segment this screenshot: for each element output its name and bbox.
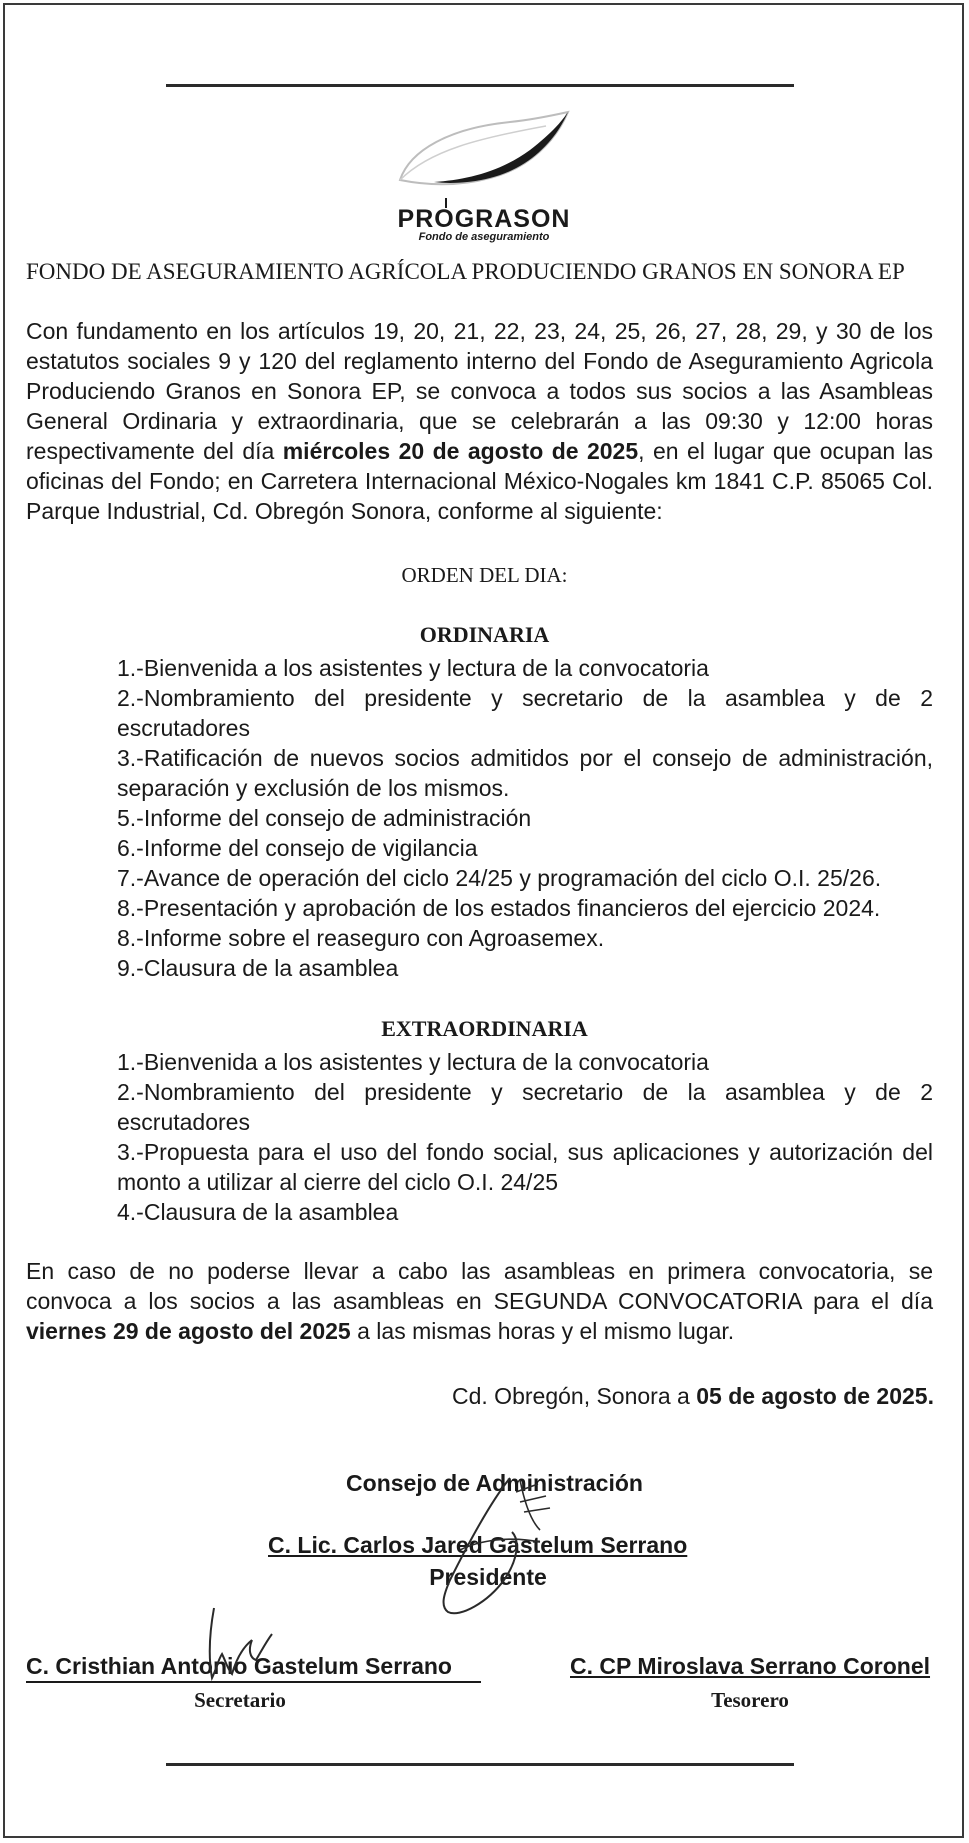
council-heading: Consejo de Administración xyxy=(346,1470,643,1496)
list-item: 1.-Bienvenida a los asistentes y lectura de la convocatoria xyxy=(117,655,709,681)
second-call-date: viernes 29 de agosto del 2025 xyxy=(26,1318,351,1344)
prograson-logo xyxy=(370,110,600,245)
list-item: 4.-Clausura de la asamblea xyxy=(117,1199,399,1225)
logo-wordmark: PROGRASON xyxy=(397,205,571,233)
ordinaria-title: ORDINARIA xyxy=(419,622,550,647)
top-divider xyxy=(166,84,794,87)
president-name: C. Lic. Carlos Jared Gastelum Serrano xyxy=(268,1532,688,1558)
assembly-date: miércoles 20 de agosto de 2025 xyxy=(282,438,639,464)
list-item: 7.-Avance de operación del ciclo 24/25 y programación del ciclo O.I. 25/26. xyxy=(117,865,882,891)
list-item: 1.-Bienvenida a los asistentes y lectura de la convocatoria xyxy=(117,1049,709,1075)
intro-text-2: , en el lugar que ocupan las oficinas del Fondo; en Carretera Internacional México-Nogales km 1841 C.P. 85065 Col. Parque Industrial, Cd. Obregón Sonora, conforme al siguiente: xyxy=(26,438,934,524)
list-item: 8.-Presentación y aprobación de los estados financieros del ejercicio 2024. xyxy=(117,895,881,921)
list-item: 6.-Informe del consejo de vigilancia xyxy=(117,835,478,861)
logo-tagline: Fondo de aseguramiento xyxy=(418,231,550,243)
organization-name: FONDO DE ASEGURAMIENTO AGRÍCOLA PRODUCIENDO GRANOS EN SONORA EP xyxy=(26,259,905,284)
bottom-divider xyxy=(166,1763,794,1766)
ordinaria-list xyxy=(117,653,933,983)
list-item: 2.-Nombramiento del presidente y secretario de la asamblea y de 2 escrutadores xyxy=(117,685,933,741)
intro-paragraph xyxy=(26,316,933,526)
place-text: Cd. Obregón, Sonora a xyxy=(452,1383,697,1409)
secretary-role: Secretario xyxy=(194,1688,286,1712)
leaf-icon xyxy=(370,110,600,210)
list-item: 8.-Informe sobre el reaseguro con Agroasemex. xyxy=(117,925,605,951)
issue-date: 05 de agosto de 2025. xyxy=(696,1383,934,1409)
list-item: 5.-Informe del consejo de administración xyxy=(117,805,532,831)
place-and-date xyxy=(300,1383,934,1410)
closing-paragraph xyxy=(26,1256,933,1346)
closing-text-2: a las mismas horas y el mismo lugar. xyxy=(350,1318,735,1344)
intro-text-1: Con fundamento en los artículos 19, 20, 21, 22, 23, 24, 25, 26, 27, 28, 29, y 30 de los estatutos sociales 9 y 120 del reglamento interno del Fondo de Aseguramiento Agricola Produciendo Granos en Sonora EP, se convoca a todos sus socios a las Asambleas General Ordinaria y extraordinaria, que se celebrarán a las 09:30 y 12:00 horas respectivamente del día xyxy=(26,318,933,464)
list-item: 3.-Propuesta para el uso del fondo social, sus aplicaciones y autorización del monto a utilizar al cierre del ciclo O.I. 24/25 xyxy=(117,1139,933,1195)
list-item: 3.-Ratificación de nuevos socios admitidos por el consejo de administración, separación y exclusión de los mismos. xyxy=(117,745,933,801)
agenda-title: ORDEN DEL DIA: xyxy=(401,563,568,587)
treasurer-name: C. CP Miroslava Serrano Coronel xyxy=(570,1653,931,1679)
list-item: 2.-Nombramiento del presidente y secretario de la asamblea y de 2 escrutadores xyxy=(117,1079,933,1135)
closing-text-1: En caso de no poderse llevar a cabo las asambleas en primera convocatoria, se convoca a los socios a las asambleas en SEGUNDA CONVOCATORIA para el día xyxy=(26,1258,933,1314)
extraordinaria-title: EXTRAORDINARIA xyxy=(381,1016,588,1041)
treasurer-role: Tesorero xyxy=(711,1688,789,1712)
list-item: 9.-Clausura de la asamblea xyxy=(117,955,399,981)
secretary-name: C. Cristhian Antonio Gastelum Serrano xyxy=(26,1653,481,1683)
president-role: Presidente xyxy=(429,1564,547,1590)
extraordinaria-list xyxy=(117,1047,933,1227)
